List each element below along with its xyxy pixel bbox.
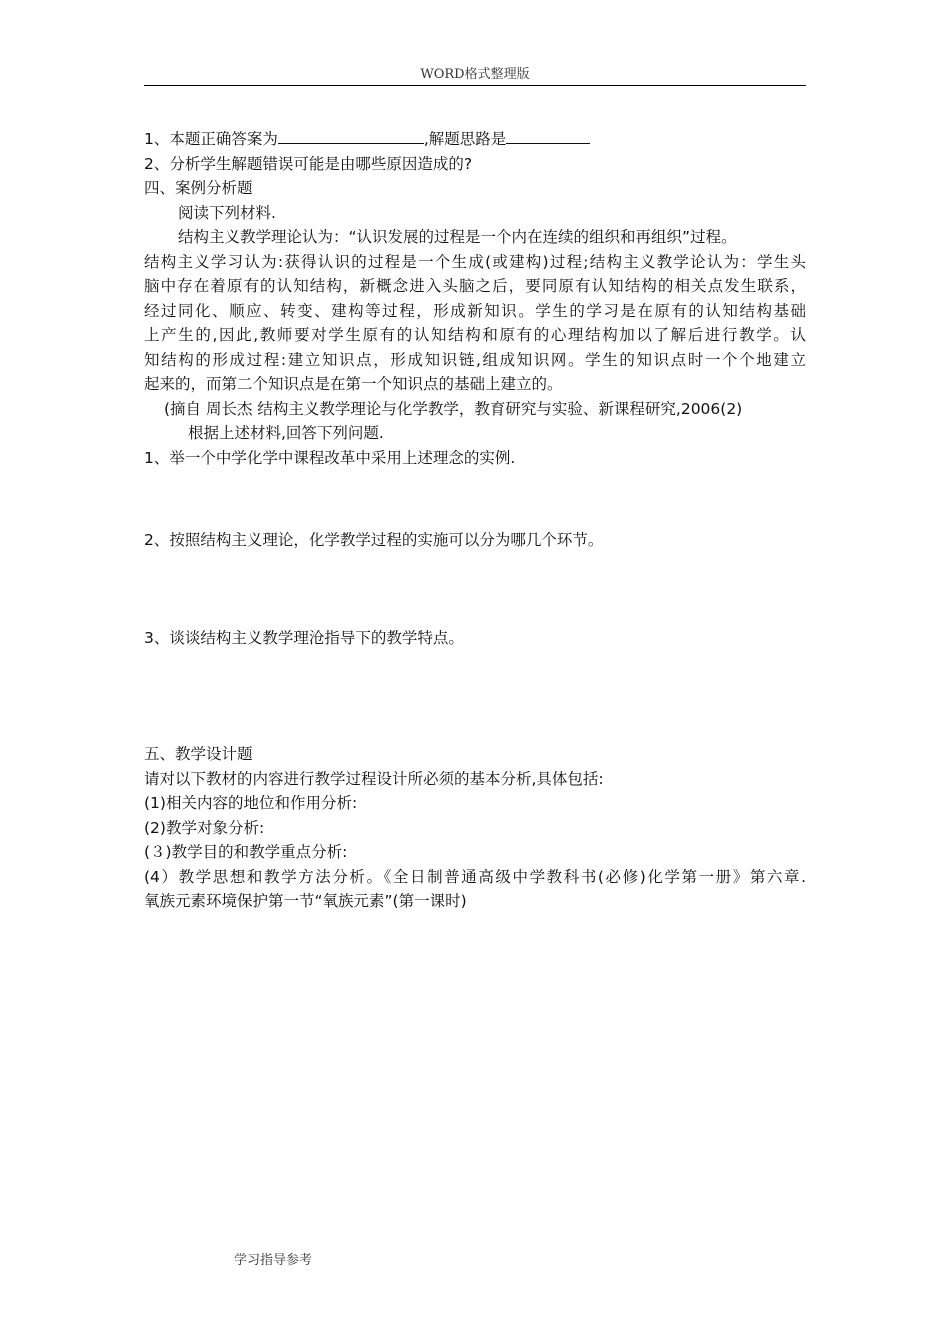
section-4-intro: 阅读下列材料. [178,203,276,222]
paragraph-line: 脑中存在着原有的认知结构，新概念进入头脑之后，要同原有认知结构的相关点发生联系， [144,277,806,295]
instruction: 根据上述材料,回答下列问题. [188,424,384,442]
paragraph-line: 经过同化、顺应、转变、建构等过程，形成新知识。学生的学习是在原有的认知结构基础 [144,301,806,320]
paragraph-line: 结构主义教学理论认为：“认识发展的过程是一个内在连续的组织和再组织”过程。 [178,228,737,246]
reasoning-blank [506,125,590,144]
answer-space [144,470,806,528]
paragraph-line: 结构主义学习认为:获得认识的过程是一个生成(或建构)过程;结构主义教学论认为：学生头 [144,252,806,271]
question-1-suffix: ,解题思路是 [423,130,507,148]
case-question-1: 1、举一个中学化学中课程改革中采用上述理念的实例. [144,448,516,467]
paragraph-line: 起来的，而第二个知识点是在第一个知识点的基础上建立的。 [144,375,563,393]
section-5-intro: 请对以下教材的内容进行教学过程设计所必须的基本分析,具体包括: [144,769,604,788]
section-4-title: 四、案例分析题 [144,179,253,197]
design-item-2: (2)教学对象分析: [144,818,265,837]
question-1-prefix: 1、本题正确答案为 [144,130,278,148]
page-footer: 学习指导参考 [234,1253,313,1268]
question-2: 2、分析学生解题错误可能是由哪些原因造成的? [144,154,473,173]
design-item-1: (1)相关内容的地位和作用分析: [144,794,358,812]
case-question-3: 3、谈谈结构主义教学理沧指导下的教学特点。 [144,628,464,647]
page-header: WORD格式整理版 [420,67,530,82]
paragraph-line: 知结构的形成过程:建立知识点，形成知识链,组成知识网。学生的知识点时一个个地建立 [144,350,806,369]
case-question-2: 2、按照结构主义理论，化学教学过程的实施可以分为哪几个环节。 [144,531,604,549]
design-item-4: (4）教学思想和教学方法分析。《全日制普通高级中学教科书(必修)化学第一册》第六章. [144,867,806,886]
document-body [144,125,806,914]
design-item-4-continued: 氧族元素环境保护第一节“氧族元素”(第一课时) [144,892,467,910]
design-item-3: (３)教学目的和教学重点分析: [144,843,348,861]
answer-blank [278,125,424,144]
question-1 [144,125,806,152]
answer-space [144,650,806,742]
header-divider [144,85,806,86]
citation: (摘自 周长杰 结构主义教学理论与化学教学，教育研究与实验、新课程研究,2006(2) [164,399,743,418]
answer-space [144,553,806,626]
section-5-title: 五、教学设计题 [144,745,253,763]
paragraph-line: 上产生的,因此,教师要对学生原有的认知结构和原有的心理结构加以了解后进行教学。认 [144,326,806,344]
